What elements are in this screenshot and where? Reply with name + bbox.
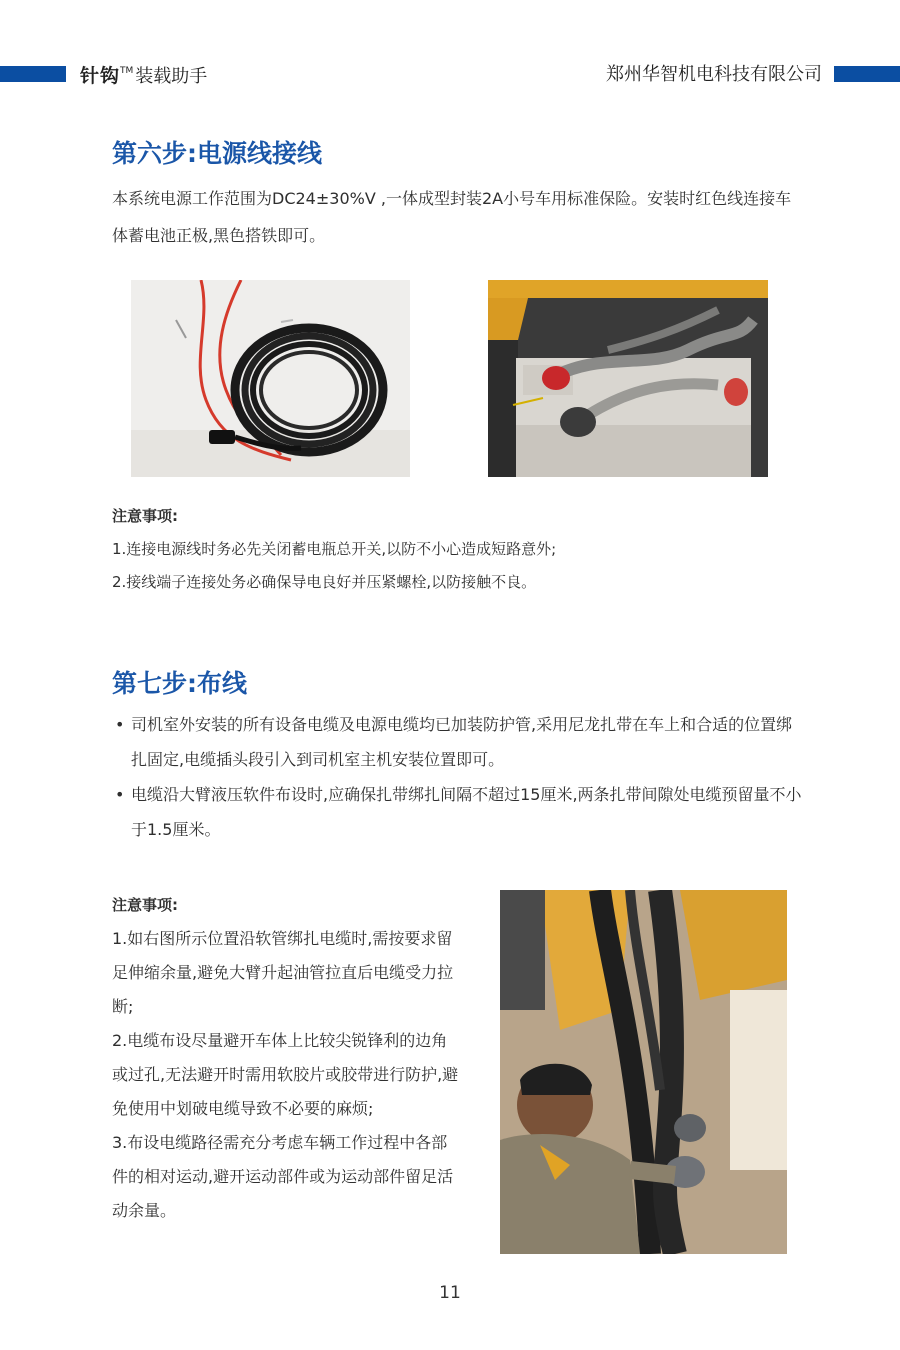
bullet-item: • 电缆沿大臂液压软件布设时,应确保扎带绑扎间隔不超过15厘米,两条扎带间隙处电缆预留量不小于1.5厘米。: [112, 777, 802, 847]
trademark-mark: TM: [120, 66, 134, 76]
section-7-title: 第七步:布线: [112, 669, 247, 698]
battery-connection-photo: [488, 280, 768, 477]
section-7-bullet-list: [112, 707, 802, 847]
page-number: 11: [439, 1283, 461, 1303]
header-accent-bar-left: [0, 66, 66, 82]
section-6-note-1: 1.连接电源线时务必先关闭蓄电瓶总开关,以防不小心造成短路意外;: [112, 540, 557, 558]
section-6-notes-title: 注意事项:: [112, 507, 178, 525]
section-6-note-2: 2.接线端子连接处务必确保导电良好并压紧螺栓,以防接触不良。: [112, 573, 537, 591]
section-6-body: 本系统电源工作范围为DC24±30%V ,一体成型封装2A小号车用标准保险。安装时红色线连接车体蓄电池正极,黑色搭铁即可。: [112, 189, 792, 245]
section-7-note-2: 2.电缆布设尽量避开车体上比较尖锐锋利的边角或过孔,无法避开时需用软胶片或胶带进行防护,避免使用中划破电缆导致不必要的麻烦;: [112, 1031, 459, 1118]
brand-logo-text: 针钩: [80, 65, 121, 87]
section-7-notes-title: 注意事项:: [112, 896, 178, 914]
section-7-notes: [112, 922, 462, 1228]
header-accent-bar-right: [834, 66, 900, 82]
product-name: 装载助手: [135, 66, 208, 87]
company-name: 郑州华智机电科技有限公司: [606, 64, 822, 85]
cable-routing-photo: [500, 890, 787, 1254]
section-6-title: 第六步:电源线接线: [112, 139, 322, 168]
power-cable-photo: [131, 280, 410, 477]
section-7-note-3: 3.布设电缆路径需充分考虑车辆工作过程中各部件的相对运动,避开运动部件或为运动部件留足活动余量。: [112, 1133, 454, 1220]
header-brand: [80, 60, 207, 88]
bullet-item: • 司机室外安装的所有设备电缆及电源电缆均已加装防护管,采用尼龙扎带在车上和合适的位置绑扎固定,电缆插头段引入到司机室主机安装位置即可。: [112, 707, 802, 777]
section-7-note-1: 1.如右图所示位置沿软管绑扎电缆时,需按要求留足伸缩余量,避免大臂升起油管拉直后电缆受力拉断;: [112, 929, 454, 1016]
